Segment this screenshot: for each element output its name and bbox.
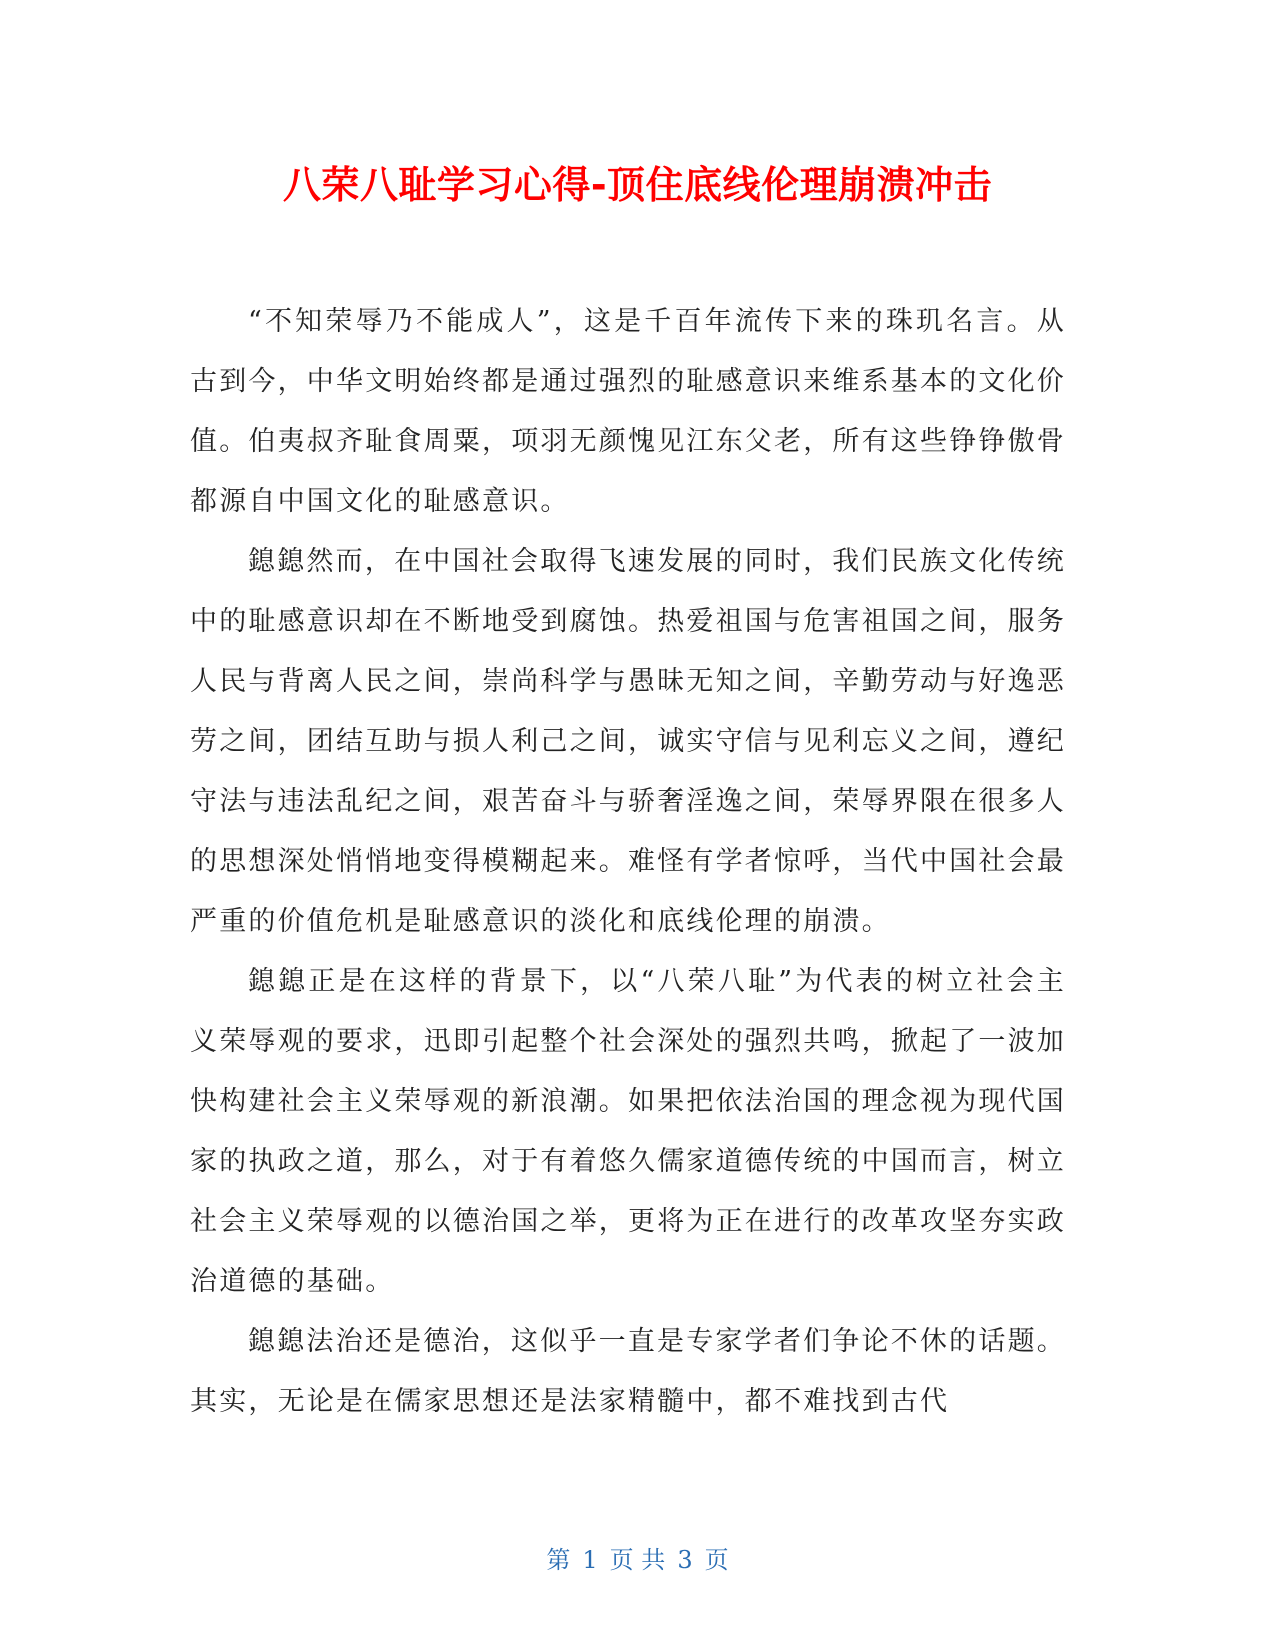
body-paragraph: “不知荣辱乃不能成人”，这是千百年流传下来的珠玑名言。从古到今，中华文明始终都是通过强烈的耻感意识来维系基本的文化价值。伯夷叔齐耻食周粟，项羽无颜愧见江东父老，所有这些铮铮傲骨都源自中国文化的耻感意识。 [190,306,1066,517]
page-footer [0,1545,1275,1575]
body-paragraph: 鎴鎴然而，在中国社会取得飞速发展的同时，我们民族文化传统中的耻感意识却在不断地受到腐蚀。热爱祖国与危害祖国之间，服务人民与背离人民之间，崇尚科学与愚昧无知之间，辛勤劳动与好逸恶劳之间，团结互助与损人利己之间，诚实守信与见利忘义之间，遵纪守法与违法乱纪之间，艰苦奋斗与骄奢淫逸之间，荣辱界限在很多人的思想深处悄悄地变得模糊起来。难怪有学者惊呼，当代中国社会最严重的价值危机是耻感意识的淡化和底线伦理的崩溃。 [190,546,1066,937]
footer-page-suffix: 页 [704,1546,729,1574]
footer-page-prefix: 第 [546,1546,571,1574]
document-body [190,292,1066,1432]
document-title: 八荣八耻学习心得-顶住底线伦理崩溃冲击 [282,163,993,207]
body-paragraph: 鎴鎴正是在这样的背景下，以“八荣八耻”为代表的树立社会主义荣辱观的要求，迅即引起整个社会深处的强烈共鸣，掀起了一波加快构建社会主义荣辱观的新浪潮。如果把依法治国的理念视为现代国家的执政之道，那么，对于有着悠久儒家道德传统的中国而言，树立社会主义荣辱观的以德治国之举，更将为正在进行的改革攻坚夯实政治道德的基础。 [190,966,1066,1297]
footer-page-mid: 页 共 [609,1546,666,1574]
footer-page-total: 3 [677,1546,693,1574]
footer-page-current: 1 [582,1546,598,1574]
body-paragraph: 鎴鎴法治还是德治，这似乎一直是专家学者们争论不休的话题。其实，无论是在儒家思想还是法家精髓中，都不难找到古代 [190,1326,1066,1417]
